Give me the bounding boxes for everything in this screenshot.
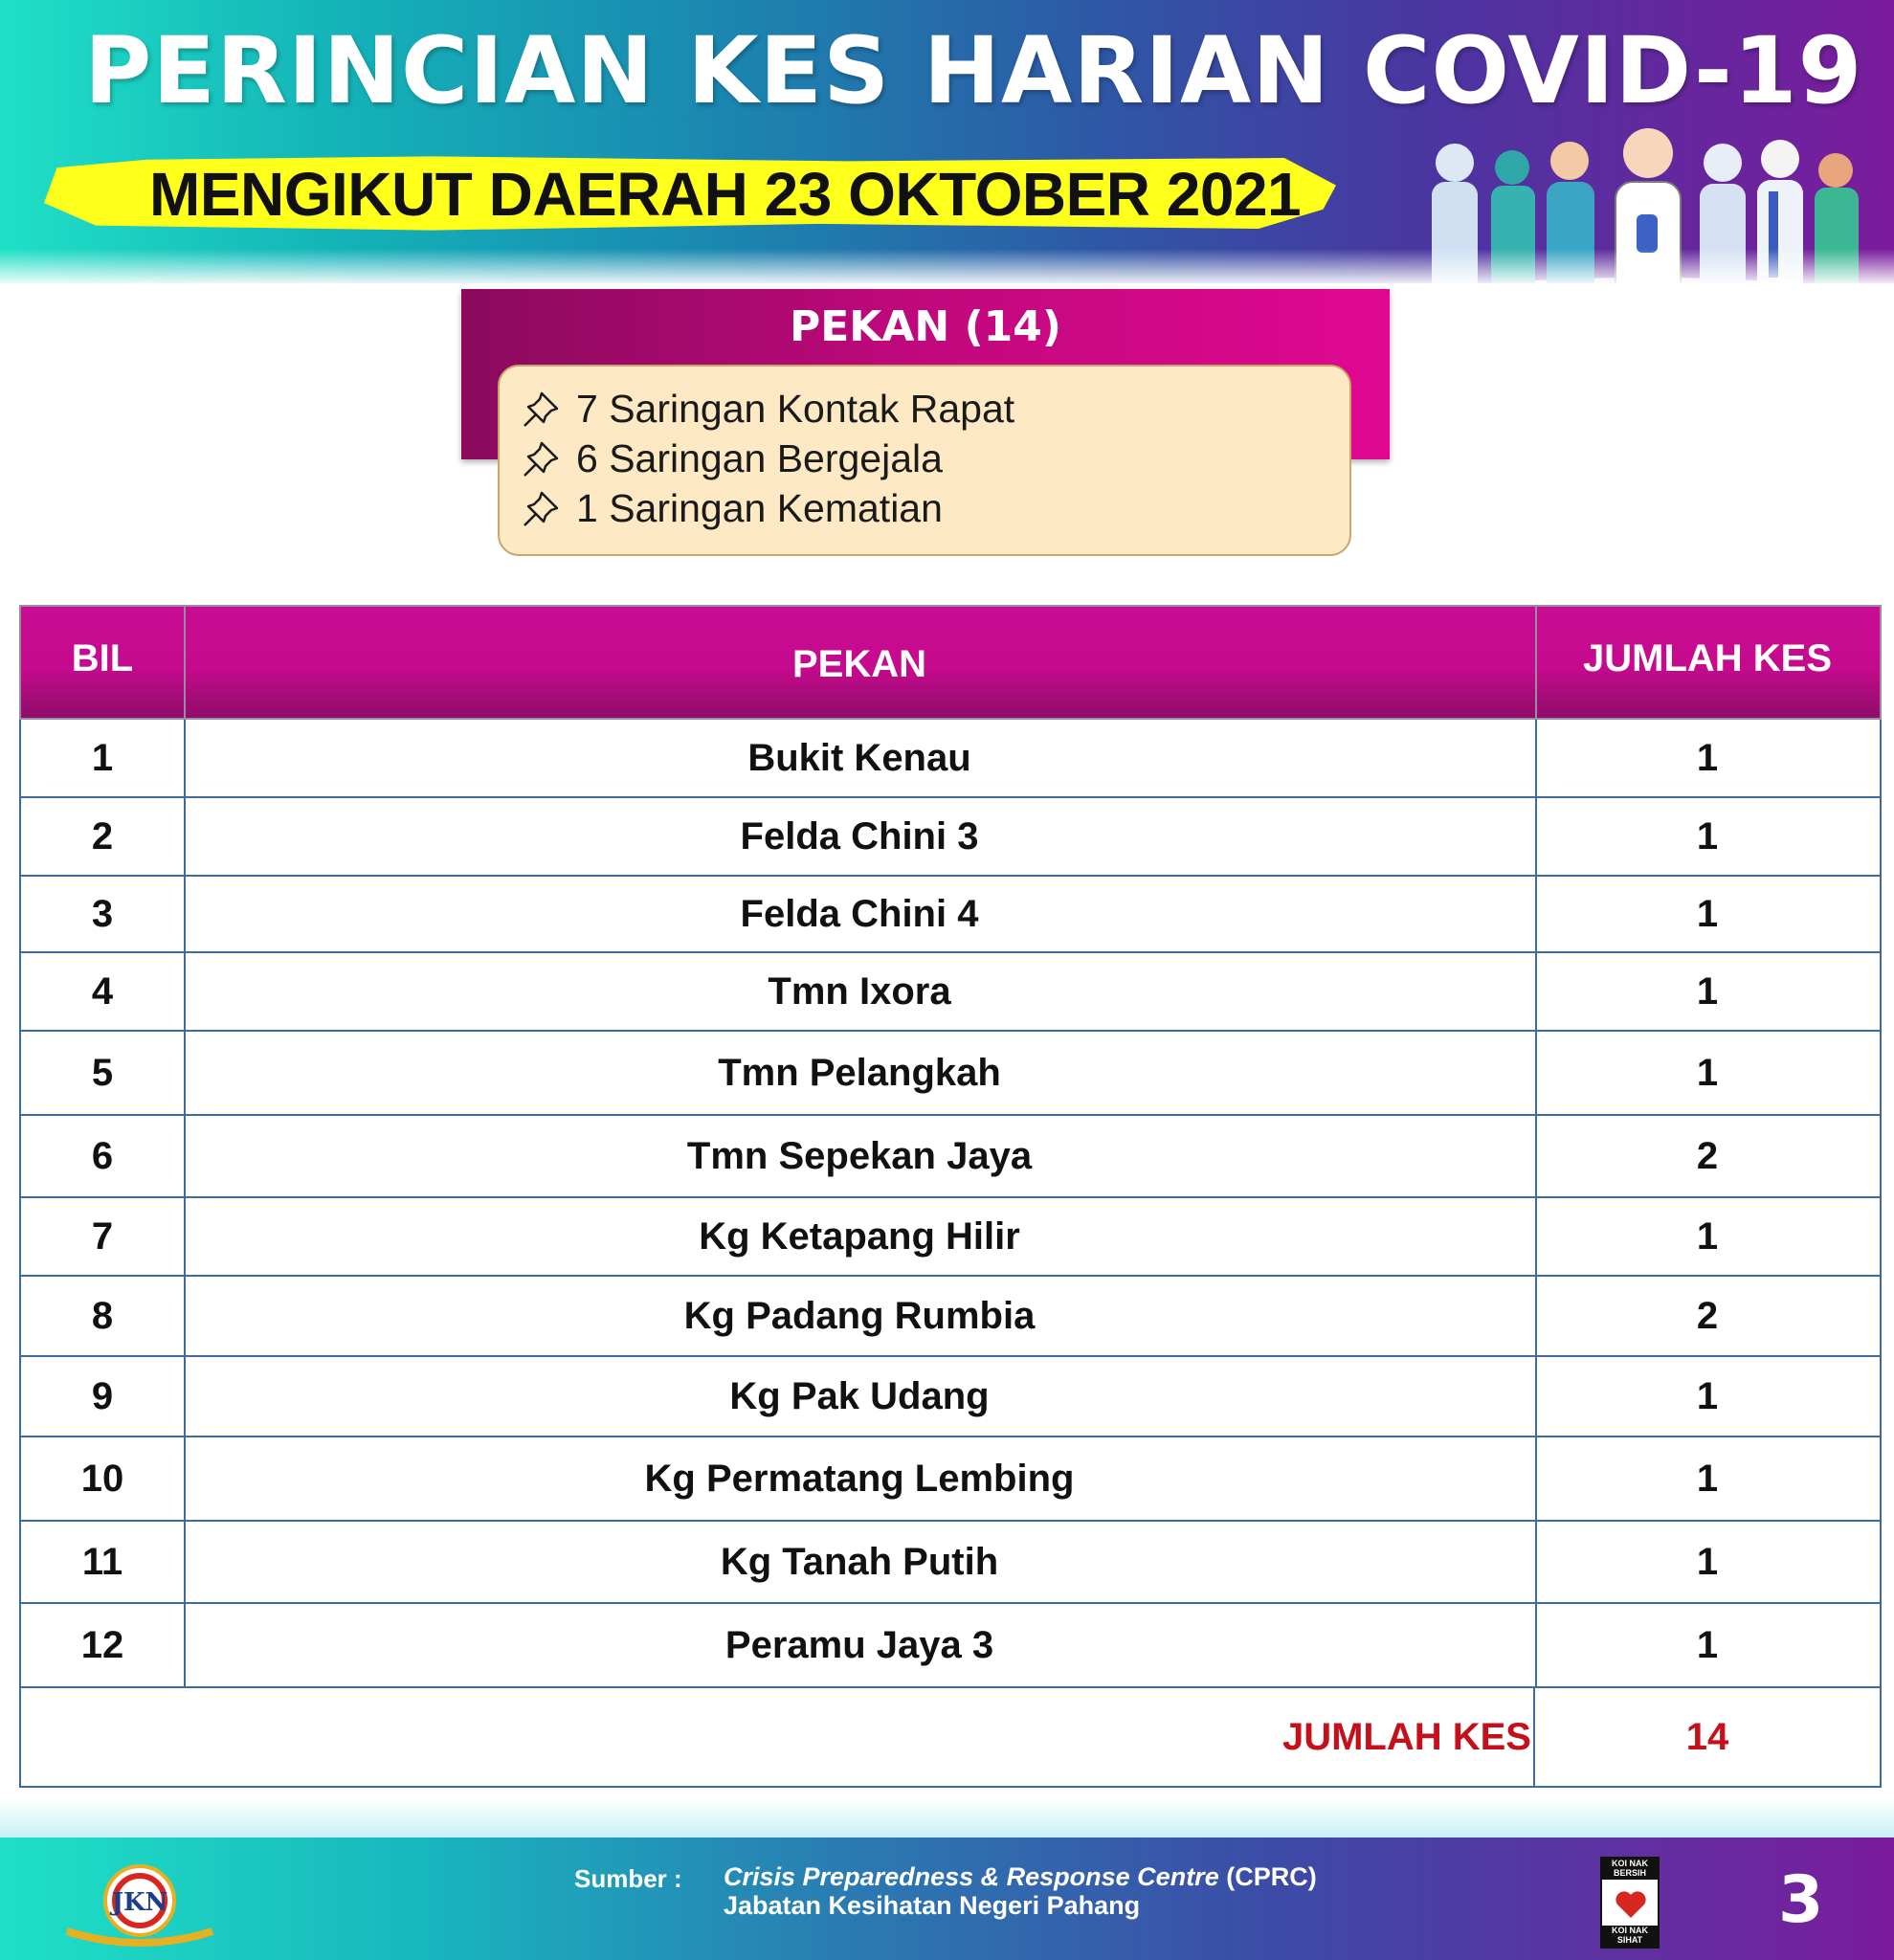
worker-figure <box>1615 128 1681 283</box>
total-row <box>19 1688 1882 1788</box>
table-row <box>21 1198 1880 1277</box>
cell-pekan: Kg Padang Rumbia <box>683 1294 1036 1337</box>
cases-table <box>19 605 1882 1788</box>
koi-logo-bottom-text: KOI NAK SIHAT <box>1602 1926 1658 1947</box>
worker-figure <box>1547 142 1594 283</box>
total-label: JUMLAH KES <box>1281 1715 1531 1758</box>
cell-jumlah: 1 <box>1696 1214 1719 1258</box>
table-row <box>21 953 1880 1032</box>
table-row <box>21 1116 1880 1198</box>
source-org-abbr: (CPRC) <box>1218 1862 1317 1891</box>
cell-pekan: Kg Tanah Putih <box>720 1540 999 1583</box>
cell-bil: 6 <box>91 1134 114 1177</box>
cell-pekan: Tmn Ixora <box>768 969 951 1013</box>
summary-item <box>519 386 1014 432</box>
cell-pekan: Tmn Pelangkah <box>718 1051 1001 1094</box>
footer-fade <box>0 1799 1894 1838</box>
summary-text: 6 Saringan Bergejala <box>576 435 943 480</box>
cell-bil: 8 <box>91 1294 114 1337</box>
cell-jumlah: 1 <box>1696 1374 1719 1417</box>
header-jumlah-kes: JUMLAH KES <box>1582 637 1833 679</box>
cell-pekan: Felda Chini 4 <box>740 892 979 935</box>
source-label: Sumber : <box>574 1864 682 1893</box>
source-org-name: Crisis Preparedness & Response Centre <box>724 1862 1219 1891</box>
table-header <box>19 605 1882 720</box>
worker-figure <box>1700 144 1746 283</box>
cell-jumlah: 2 <box>1696 1134 1719 1177</box>
jkn-logo-icon <box>56 1855 224 1950</box>
cell-pekan: Kg Pak Udang <box>729 1374 990 1417</box>
cell-bil: 10 <box>80 1457 124 1500</box>
summary-item <box>519 435 943 481</box>
cell-jumlah: 1 <box>1696 814 1719 858</box>
cell-jumlah: 1 <box>1696 1051 1719 1094</box>
summary-item <box>519 485 943 531</box>
cell-jumlah: 1 <box>1696 892 1719 935</box>
cell-bil: 2 <box>91 814 114 858</box>
table-row <box>21 1437 1880 1522</box>
worker-figure <box>1815 153 1859 283</box>
koi-nak-sihat-logo <box>1600 1857 1660 1949</box>
cell-pekan: Tmn Sepekan Jaya <box>686 1134 1033 1177</box>
cell-pekan: Kg Ketapang Hilir <box>699 1214 1020 1258</box>
cell-bil: 11 <box>81 1540 123 1583</box>
table-row <box>21 798 1880 877</box>
koi-logo-top-text: KOI NAK BERSIH <box>1602 1859 1658 1880</box>
header-banner <box>0 0 1894 283</box>
table-row <box>21 877 1880 953</box>
cell-jumlah: 2 <box>1696 1294 1719 1337</box>
cell-bil: 12 <box>80 1623 124 1666</box>
cell-bil: 3 <box>91 892 114 935</box>
cell-jumlah: 1 <box>1696 1540 1719 1583</box>
summary-box <box>498 365 1351 556</box>
footer-bar <box>0 1838 1894 1960</box>
table-row <box>21 1604 1880 1688</box>
heart-icon <box>1612 1885 1650 1924</box>
page-subtitle: MENGIKUT DAERAH 23 OKTOBER 2021 <box>149 160 1302 229</box>
jkn-logo-text: JKN <box>111 1888 168 1917</box>
table-body <box>19 720 1882 1688</box>
table-row <box>21 720 1880 798</box>
cell-bil: 7 <box>91 1214 114 1258</box>
table-row <box>21 1277 1880 1357</box>
pushpin-icon <box>519 485 567 531</box>
worker-figure <box>1432 144 1478 283</box>
cell-bil: 1 <box>91 736 114 779</box>
source-organisation <box>724 1862 1317 1892</box>
summary-text: 1 Saringan Kematian <box>576 485 943 530</box>
worker-figure <box>1757 140 1803 283</box>
cell-bil: 5 <box>91 1051 114 1094</box>
cell-jumlah: 1 <box>1696 736 1719 779</box>
cell-pekan: Felda Chini 3 <box>740 814 979 858</box>
header-pekan: PEKAN <box>791 643 927 685</box>
page-title: PERINCIAN KES HARIAN COVID-19 <box>84 17 1863 124</box>
cell-pekan: Bukit Kenau <box>747 736 971 779</box>
source-department: Jabatan Kesihatan Negeri Pahang <box>724 1891 1141 1920</box>
healthcare-workers-illustration <box>1397 124 1894 283</box>
summary-text: 7 Saringan Kontak Rapat <box>576 386 1015 431</box>
cell-pekan: Kg Permatang Lembing <box>644 1457 1075 1500</box>
table-row <box>21 1522 1880 1604</box>
cell-jumlah: 1 <box>1696 1623 1719 1666</box>
total-value: 14 <box>1685 1715 1729 1758</box>
table-row <box>21 1032 1880 1116</box>
cell-jumlah: 1 <box>1696 1457 1719 1500</box>
cell-bil: 4 <box>91 969 114 1013</box>
cell-jumlah: 1 <box>1696 969 1719 1013</box>
table-row <box>21 1357 1880 1437</box>
pushpin-icon <box>519 386 567 432</box>
cell-bil: 9 <box>91 1374 114 1417</box>
header-bil: BIL <box>71 637 134 679</box>
district-title: PEKAN (14) <box>789 302 1062 351</box>
pushpin-icon <box>519 435 567 481</box>
worker-figure <box>1491 150 1535 283</box>
page-number: 3 <box>1778 1862 1824 1938</box>
cell-pekan: Peramu Jaya 3 <box>724 1623 994 1666</box>
